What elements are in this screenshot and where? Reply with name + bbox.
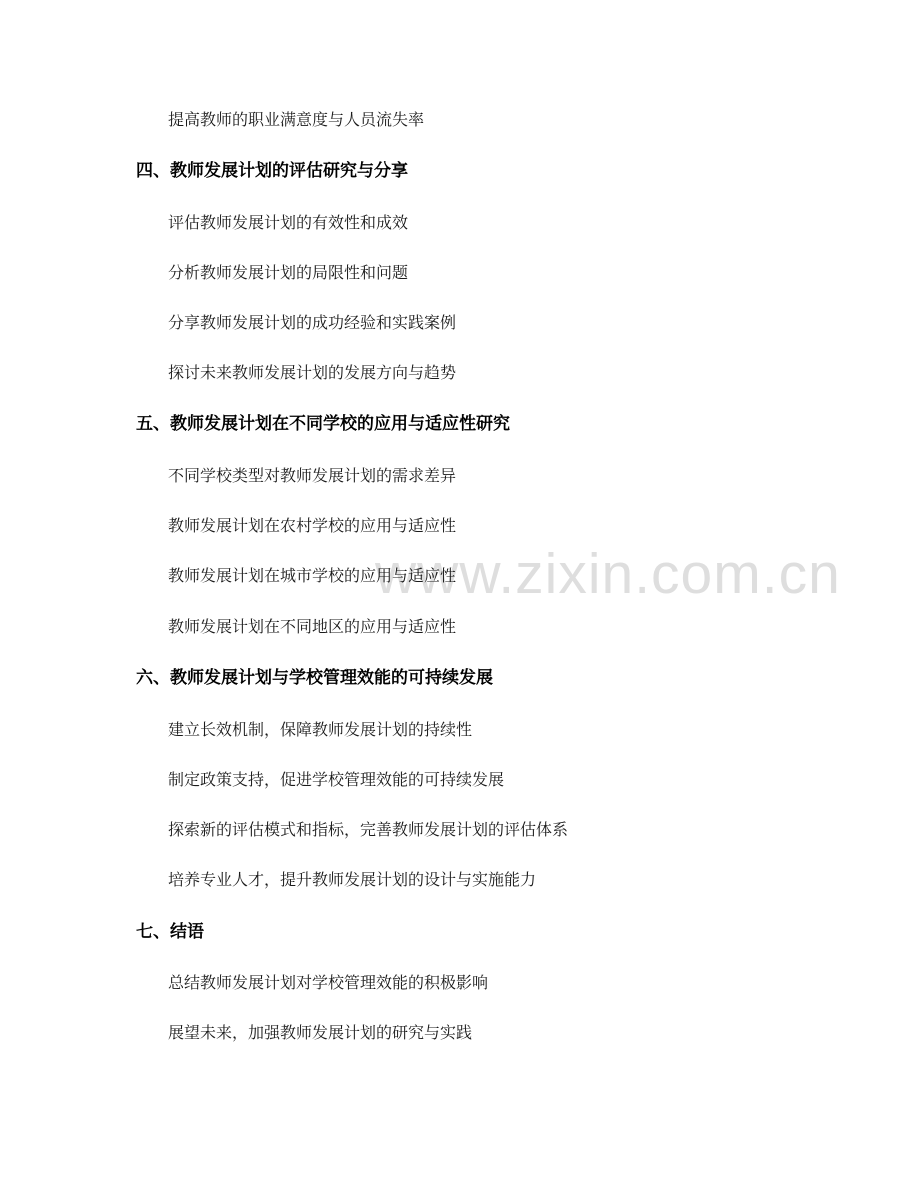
- list-item: 建立长效机制，保障教师发展计划的持续性: [168, 720, 473, 739]
- section-heading: 五、教师发展计划在不同学校的应用与适应性研究: [136, 414, 510, 434]
- list-item: 分享教师发展计划的成功经验和实践案例: [168, 313, 457, 332]
- list-item: 评估教师发展计划的有效性和成效: [168, 213, 409, 232]
- list-item: 培养专业人才，提升教师发展计划的设计与实施能力: [168, 870, 537, 889]
- list-item: 教师发展计划在不同地区的应用与适应性: [168, 617, 457, 636]
- list-item: 教师发展计划在城市学校的应用与适应性: [168, 566, 457, 585]
- list-item: 教师发展计划在农村学校的应用与适应性: [168, 516, 457, 535]
- list-item: 不同学校类型对教师发展计划的需求差异: [168, 466, 457, 485]
- list-item: 探讨未来教师发展计划的发展方向与趋势: [168, 363, 457, 382]
- list-item: 制定政策支持，促进学校管理效能的可持续发展: [168, 770, 505, 789]
- list-item: 总结教师发展计划对学校管理效能的积极影响: [168, 973, 489, 992]
- section-heading: 四、教师发展计划的评估研究与分享: [136, 161, 408, 181]
- section-heading: 七、结语: [136, 922, 204, 942]
- list-item: 展望未来，加强教师发展计划的研究与实践: [168, 1023, 473, 1042]
- list-item: 提高教师的职业满意度与人员流失率: [168, 110, 425, 129]
- list-item: 探索新的评估模式和指标，完善教师发展计划的评估体系: [168, 820, 569, 839]
- section-heading: 六、教师发展计划与学校管理效能的可持续发展: [136, 668, 493, 688]
- watermark: www.zixin.com.cn: [375, 542, 841, 606]
- list-item: 分析教师发展计划的局限性和问题: [168, 263, 409, 282]
